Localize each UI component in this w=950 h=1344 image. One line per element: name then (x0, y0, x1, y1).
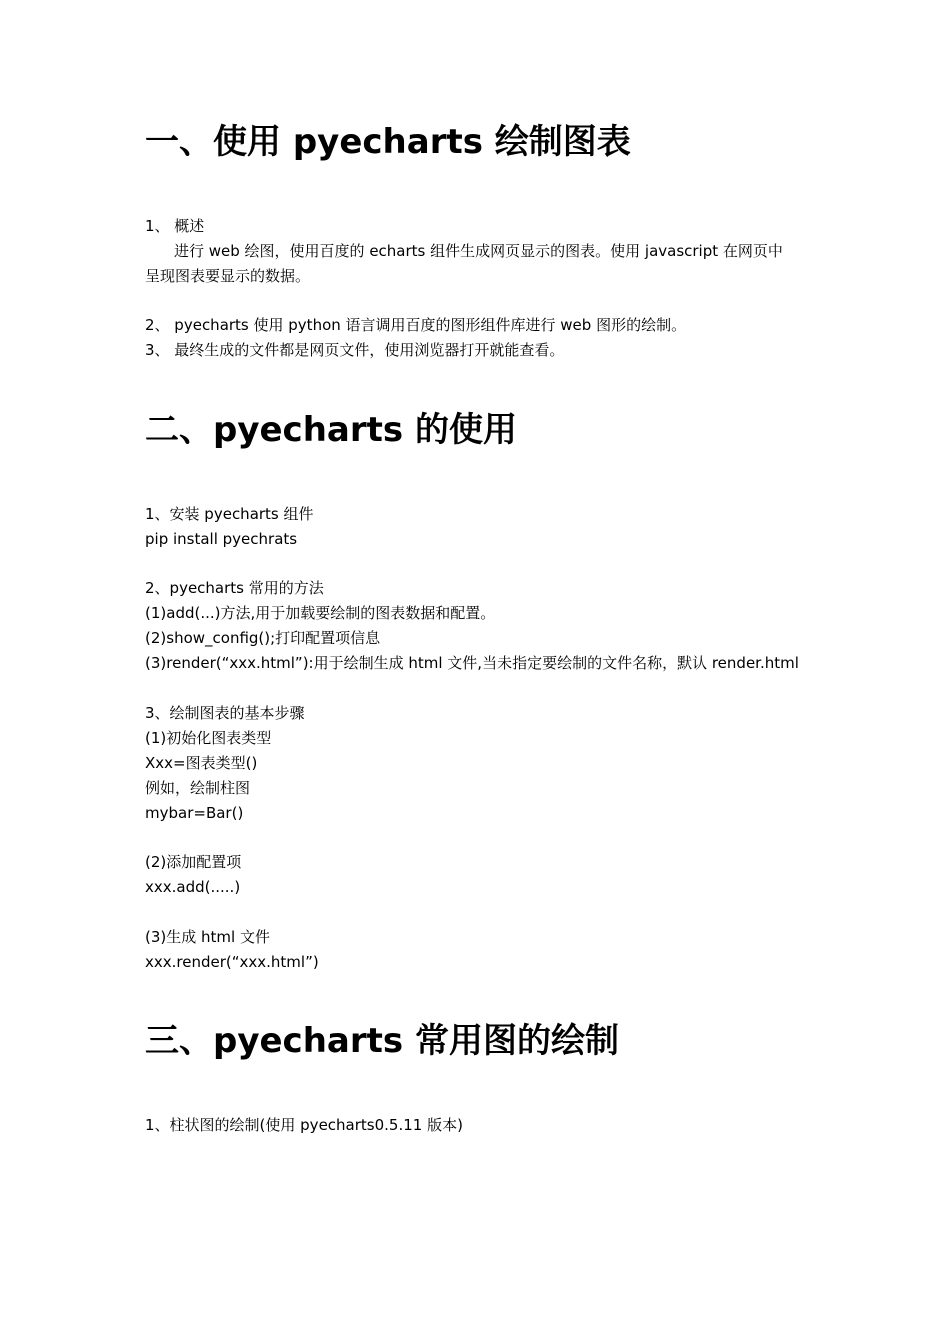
section-2-install-command: pip install pyechrats (145, 530, 298, 548)
section-1-item-2: 2、 pyecharts 使用 python 语言调用百度的图形组件库进行 web 图形的绘制。 (145, 316, 687, 334)
section-2-step-2-code: xxx.add(.....) (145, 878, 241, 896)
section-2-steps-title: 3、绘制图表的基本步骤 (145, 704, 305, 722)
section-2-method-add: (1)add(...)方法,用于加载要绘制的图表数据和配置。 (145, 604, 496, 622)
section-1-item-3: 3、 最终生成的文件都是网页文件，使用浏览器打开就能查看。 (145, 341, 565, 359)
section-3-item-1: 1、柱状图的绘制(使用 pyecharts0.5.11 版本) (145, 1116, 463, 1134)
section-2-method-render: (3)render(“xxx.html”):用于绘制生成 html 文件,当未指定要绘制的文件名称，默认 render.html (145, 654, 799, 672)
heading-section-2: 二、pyecharts 的使用 (145, 410, 517, 450)
section-1-overview-text-2: 呈现图表要显示的数据。 (145, 267, 311, 285)
section-1-overview-text-1: 进行 web 绘图，使用百度的 echarts 组件生成网页显示的图表。使用 javascript 在网页中 (174, 242, 783, 260)
section-2-step-1-example-code: mybar=Bar() (145, 804, 244, 822)
section-2-step-2: (2)添加配置项 (145, 853, 242, 871)
section-1-item-overview: 1、 概述 (145, 217, 205, 235)
heading-section-3: 三、pyecharts 常用图的绘制 (145, 1021, 619, 1061)
section-2-step-3-code: xxx.render(“xxx.html”) (145, 953, 319, 971)
section-2-method-show-config: (2)show_config();打印配置项信息 (145, 629, 381, 647)
heading-section-1: 一、使用 pyecharts 绘制图表 (145, 122, 631, 162)
section-2-install-title: 1、安装 pyecharts 组件 (145, 505, 314, 523)
section-2-step-1: (1)初始化图表类型 (145, 729, 272, 747)
section-2-methods-title: 2、pyecharts 常用的方法 (145, 579, 324, 597)
section-2-step-1-code: Xxx=图表类型() (145, 754, 258, 772)
section-2-step-3: (3)生成 html 文件 (145, 928, 270, 946)
section-2-step-1-example: 例如，绘制柱图 (145, 779, 251, 797)
